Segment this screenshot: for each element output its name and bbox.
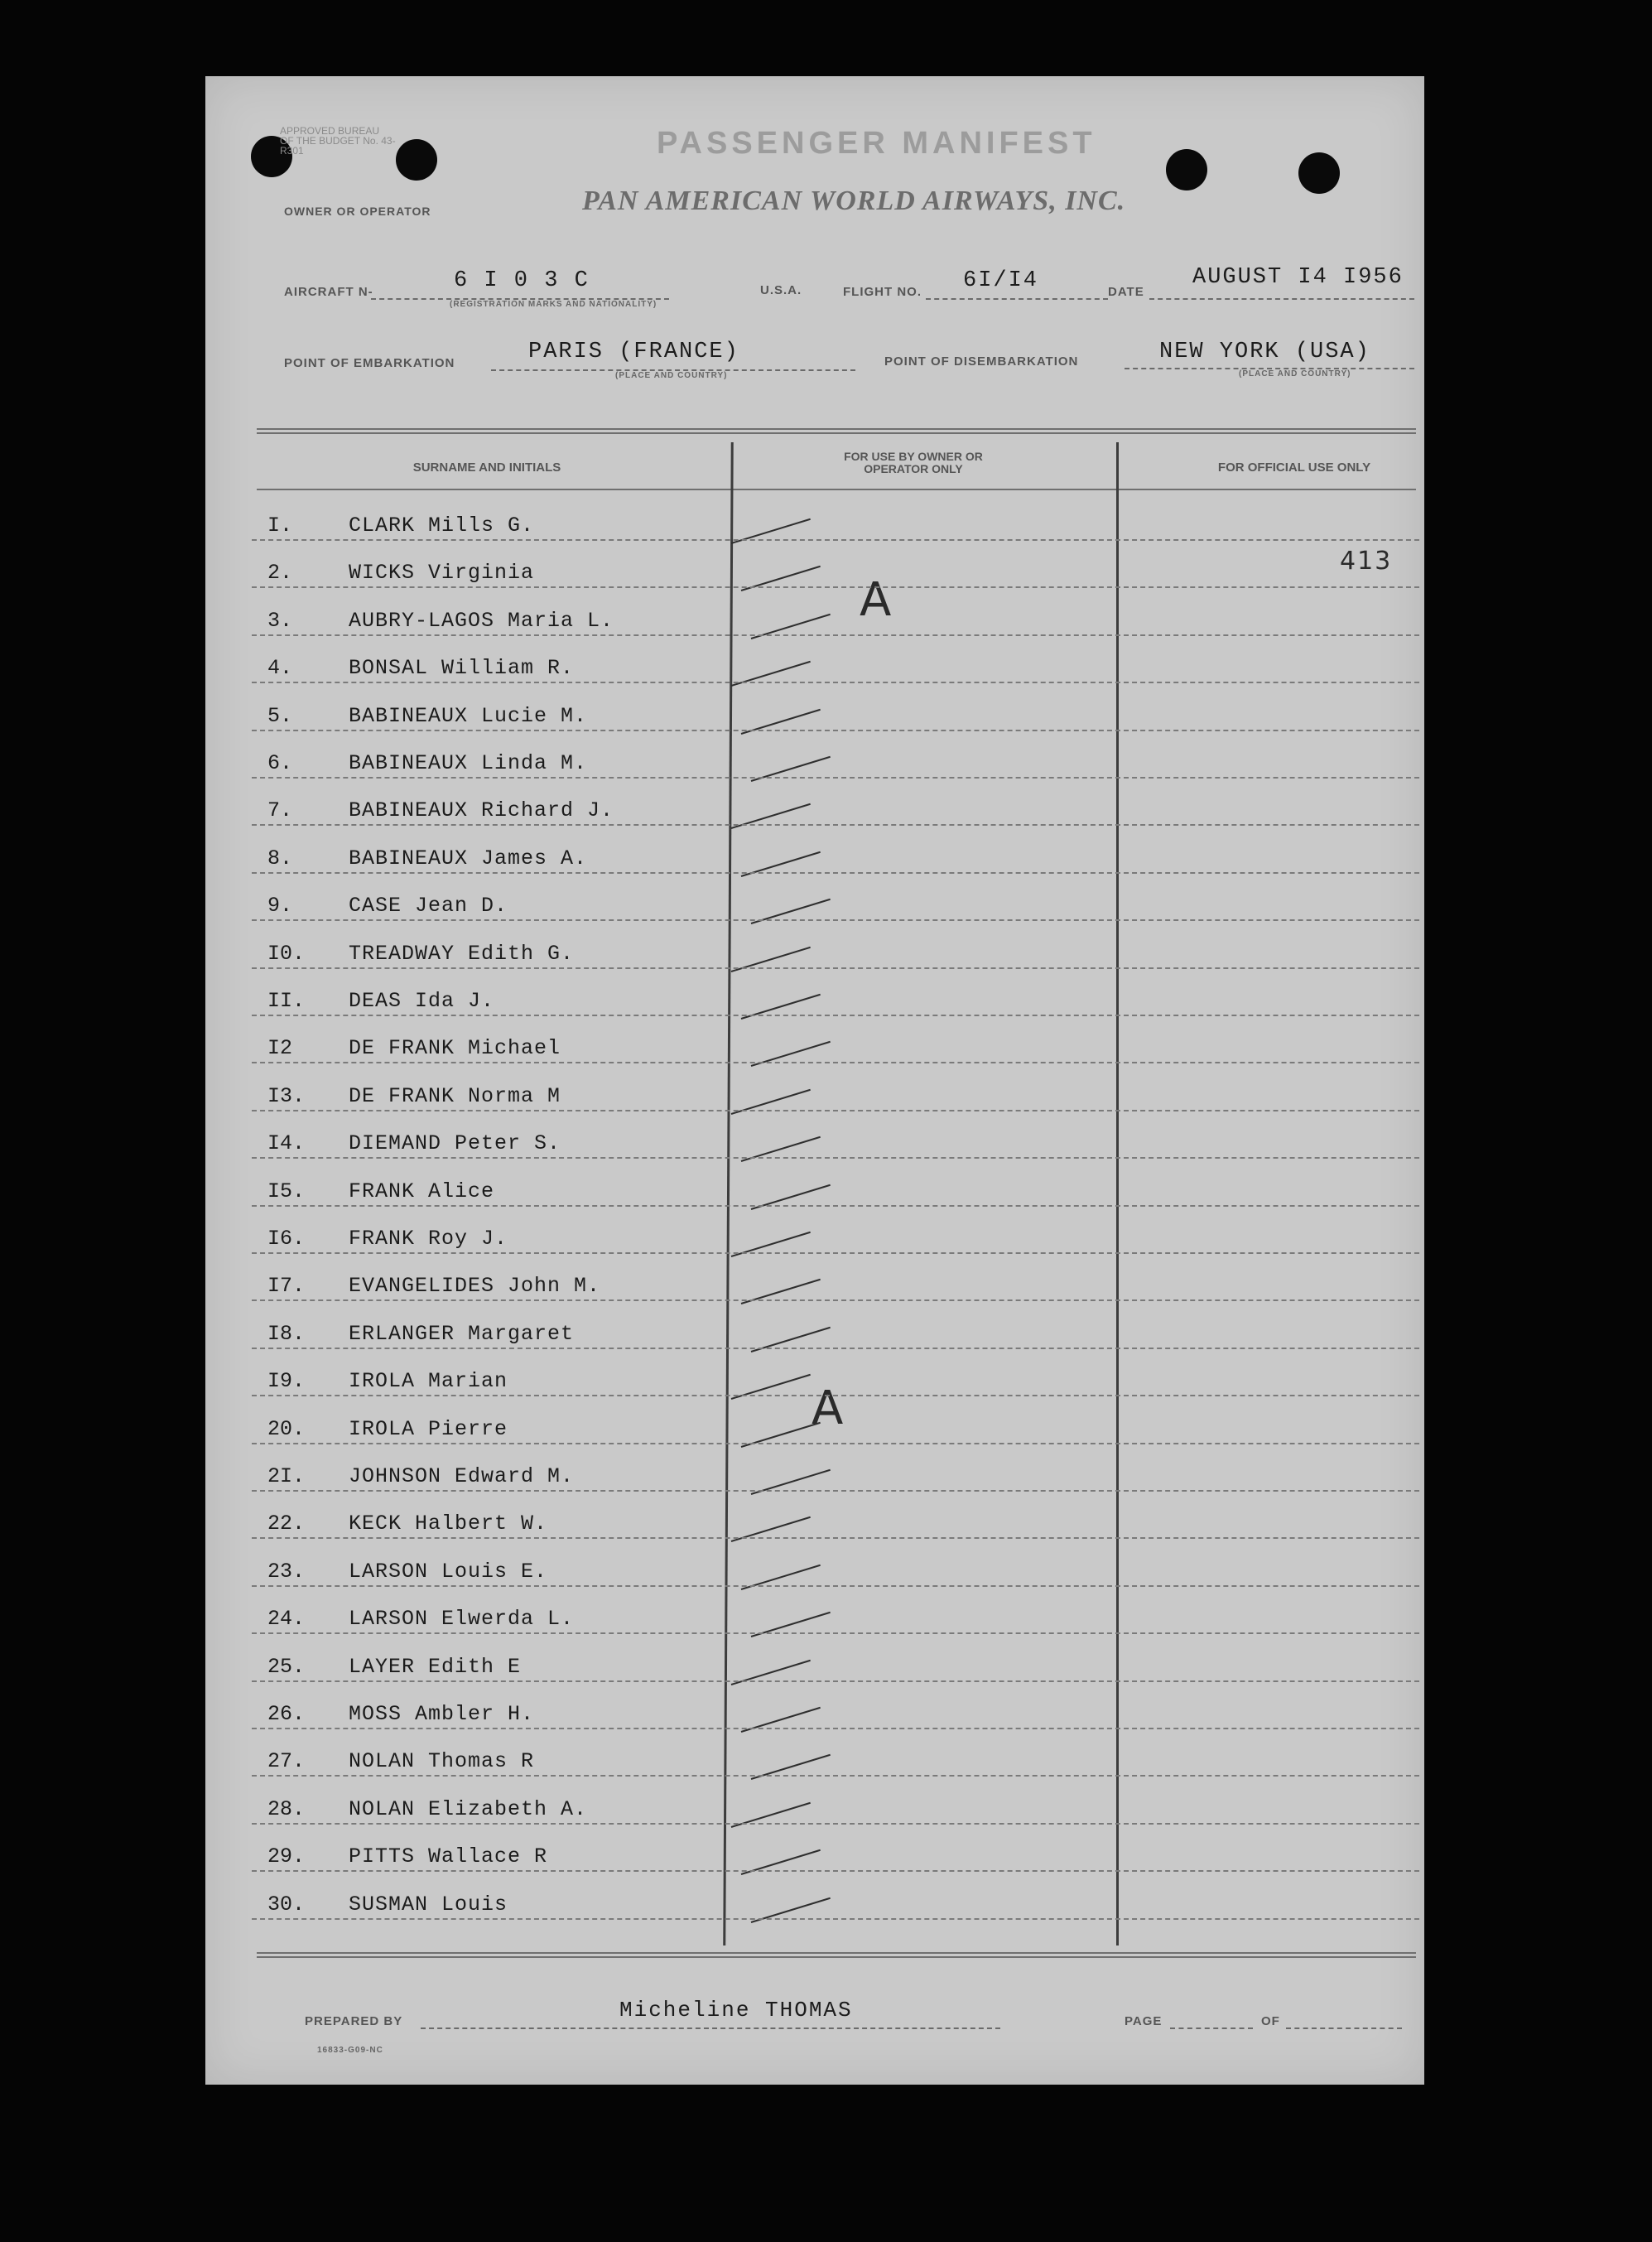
disembarkation-label: POINT OF DISEMBARKATION <box>884 354 1079 369</box>
row-rule <box>252 1157 1419 1159</box>
table-row <box>267 1255 1427 1301</box>
table-row <box>267 1303 1427 1349</box>
usa-label: U.S.A. <box>760 283 802 297</box>
passenger-name: NOLAN Thomas R <box>349 1749 535 1774</box>
passenger-name: DEAS Ida J. <box>349 989 495 1013</box>
row-number: 23. <box>267 1559 306 1584</box>
table-row <box>267 1683 1427 1729</box>
row-number: 30. <box>267 1892 306 1917</box>
row-number: 9. <box>267 894 293 918</box>
page-label: PAGE <box>1125 2014 1163 2028</box>
table-top-border-2 <box>257 432 1416 434</box>
passenger-name: ERLANGER Margaret <box>349 1321 575 1346</box>
passenger-name: FRANK Alice <box>349 1179 495 1203</box>
row-rule <box>252 1775 1419 1777</box>
surname-header: SURNAME AND INITIALS <box>412 460 561 475</box>
row-number: 28. <box>267 1796 306 1821</box>
passenger-name: KECK Halbert W. <box>349 1512 548 1536</box>
row-number: 7. <box>267 798 293 823</box>
of-underline <box>1286 2027 1402 2029</box>
passenger-name: CLARK Mills G. <box>349 513 535 538</box>
handwritten-mark-row-3: A <box>860 573 892 627</box>
passenger-name: DE FRANK Michael <box>349 1036 561 1061</box>
official-number: 413 <box>1340 547 1393 576</box>
prepared-label: PREPARED BY <box>305 2014 403 2028</box>
passenger-name: BABINEAUX Lucie M. <box>349 703 588 728</box>
table-row <box>267 542 1427 588</box>
row-rule <box>252 730 1419 731</box>
row-rule <box>252 919 1419 921</box>
row-number: 27. <box>267 1749 306 1774</box>
passenger-name: DIEMAND Peter S. <box>349 1131 561 1156</box>
row-number: II. <box>267 989 306 1013</box>
passenger-name: SUSMAN Louis <box>349 1892 508 1917</box>
row-number: I. <box>267 513 293 538</box>
aircraft-label: AIRCRAFT N- <box>284 285 373 299</box>
airline-name: PAN AMERICAN WORLD AIRWAYS, INC. <box>582 186 1126 216</box>
row-rule <box>252 1205 1419 1207</box>
embarkation-label: POINT OF EMBARKATION <box>284 356 455 370</box>
passenger-name: LAYER Edith E <box>349 1654 522 1679</box>
punch-hole <box>1166 149 1207 190</box>
table-row <box>267 1730 1427 1777</box>
flight-underline <box>926 298 1108 300</box>
owner-use-header: FOR USE BY OWNER OR OPERATOR ONLY <box>844 450 983 475</box>
passenger-name: AUBRY-LAGOS Maria L. <box>349 608 614 633</box>
table-row <box>267 685 1427 731</box>
flight-label: FLIGHT NO. <box>843 285 922 299</box>
table-row <box>267 1825 1427 1872</box>
table-row <box>267 1873 1427 1920</box>
approved-stamp: APPROVED BUREAU OF THE BUDGET No. 43-R301 <box>280 125 396 157</box>
row-rule <box>252 1585 1419 1587</box>
row-rule <box>252 872 1419 874</box>
row-number: I5. <box>267 1179 306 1203</box>
passenger-name: LARSON Elwerda L. <box>349 1607 575 1632</box>
passenger-name: TREADWAY Edith G. <box>349 941 575 966</box>
header-divider <box>257 489 1416 490</box>
table-row <box>267 970 1427 1016</box>
passenger-name: DE FRANK Norma M <box>349 1083 561 1108</box>
row-rule <box>252 1015 1419 1016</box>
row-rule <box>252 1395 1419 1396</box>
of-label: OF <box>1261 2014 1280 2028</box>
table-row <box>267 827 1427 874</box>
row-number: 20. <box>267 1416 306 1441</box>
row-rule <box>252 777 1419 779</box>
table-row <box>267 1778 1427 1825</box>
form-code: 16833-G09-NC <box>317 2046 383 2055</box>
row-rule <box>252 634 1419 636</box>
passenger-name: FRANK Roy J. <box>349 1227 508 1251</box>
punch-hole <box>1298 152 1340 194</box>
table-row <box>267 1540 1427 1587</box>
official-use-header: FOR OFFICIAL USE ONLY <box>1217 460 1371 475</box>
passenger-name: BABINEAUX James A. <box>349 846 588 870</box>
table-row <box>267 923 1427 969</box>
table-row <box>267 779 1427 826</box>
prepared-value: Micheline THOMAS <box>619 1998 853 2023</box>
passenger-name: IROLA Marian <box>349 1369 508 1394</box>
registration-caption: (REGISTRATION MARKS AND NATIONALITY) <box>450 300 657 309</box>
table-row <box>267 1160 1427 1207</box>
punch-hole <box>396 139 437 181</box>
row-number: 26. <box>267 1702 306 1726</box>
passenger-name: IROLA Pierre <box>349 1416 508 1441</box>
embarkation-caption: (PLACE AND COUNTRY) <box>615 371 728 380</box>
table-row <box>267 590 1427 636</box>
page-underline <box>1170 2027 1253 2029</box>
row-number: 6. <box>267 751 293 775</box>
passenger-name: WICKS Virginia <box>349 561 535 586</box>
row-number: 29. <box>267 1844 306 1869</box>
date-label: DATE <box>1108 285 1144 299</box>
row-number: 3. <box>267 608 293 633</box>
table-row <box>267 1445 1427 1492</box>
row-number: I0. <box>267 941 306 966</box>
passenger-name: NOLAN Elizabeth A. <box>349 1796 588 1821</box>
row-rule <box>252 1348 1419 1349</box>
row-rule <box>252 1062 1419 1063</box>
table-row <box>267 494 1427 541</box>
row-rule <box>252 586 1419 588</box>
row-number: 4. <box>267 656 293 681</box>
disembarkation-value: NEW YORK (USA) <box>1159 340 1370 364</box>
row-rule <box>252 1299 1419 1301</box>
row-number: 2I. <box>267 1464 306 1488</box>
table-row <box>267 637 1427 683</box>
row-number: I6. <box>267 1227 306 1251</box>
row-number: 25. <box>267 1654 306 1679</box>
row-number: I4. <box>267 1131 306 1156</box>
row-number: I3. <box>267 1083 306 1108</box>
handwritten-mark-row-20: A <box>812 1381 844 1435</box>
date-value: AUGUST I4 I956 <box>1192 265 1404 290</box>
row-rule <box>252 1823 1419 1825</box>
table-top-border <box>257 428 1416 430</box>
row-rule <box>252 682 1419 683</box>
table-row <box>267 1398 1427 1444</box>
passenger-name: EVANGELIDES John M. <box>349 1274 601 1299</box>
row-rule <box>252 824 1419 826</box>
passenger-name: MOSS Ambler H. <box>349 1702 535 1726</box>
table-row <box>267 1208 1427 1254</box>
row-number: 5. <box>267 703 293 728</box>
flight-value: 6I/I4 <box>963 268 1039 293</box>
form-title: PASSENGER MANIFEST <box>657 126 1096 161</box>
row-number: I7. <box>267 1274 306 1299</box>
row-rule <box>252 539 1419 541</box>
prepared-underline <box>421 2027 1000 2029</box>
row-rule <box>252 1632 1419 1634</box>
passenger-name: BABINEAUX Linda M. <box>349 751 588 775</box>
table-row <box>267 1588 1427 1634</box>
row-rule <box>252 1918 1419 1920</box>
row-rule <box>252 1110 1419 1111</box>
row-rule <box>252 967 1419 969</box>
row-number: 24. <box>267 1607 306 1632</box>
row-number: I9. <box>267 1369 306 1394</box>
passenger-name: BABINEAUX Richard J. <box>349 798 614 823</box>
table-row <box>267 732 1427 779</box>
table-row <box>267 1065 1427 1111</box>
table-row <box>267 1350 1427 1396</box>
table-row <box>267 1492 1427 1539</box>
row-rule <box>252 1252 1419 1254</box>
table-bottom-border <box>257 1952 1416 1954</box>
row-rule <box>252 1490 1419 1492</box>
passenger-name: JOHNSON Edward M. <box>349 1464 575 1488</box>
row-number: I2 <box>267 1036 293 1061</box>
date-underline <box>1149 298 1414 300</box>
table-bottom-border-2 <box>257 1956 1416 1958</box>
row-number: 8. <box>267 846 293 870</box>
table-row <box>267 1636 1427 1682</box>
table-row <box>267 1112 1427 1159</box>
row-rule <box>252 1443 1419 1444</box>
row-rule <box>252 1870 1419 1872</box>
aircraft-value: 6 I 0 3 C <box>454 268 590 293</box>
disembarkation-caption: (PLACE AND COUNTRY) <box>1239 369 1351 378</box>
table-row <box>267 1017 1427 1063</box>
row-number: I8. <box>267 1321 306 1346</box>
row-number: 2. <box>267 561 293 586</box>
manifest-sheet <box>205 76 1424 2085</box>
embarkation-value: PARIS (FRANCE) <box>528 340 739 364</box>
row-rule <box>252 1680 1419 1682</box>
passenger-name: CASE Jean D. <box>349 894 508 918</box>
passenger-name: LARSON Louis E. <box>349 1559 548 1584</box>
row-number: 22. <box>267 1512 306 1536</box>
row-rule <box>252 1537 1419 1539</box>
table-row <box>267 875 1427 921</box>
row-rule <box>252 1728 1419 1729</box>
passenger-name: BONSAL William R. <box>349 656 575 681</box>
owner-label: OWNER OR OPERATOR <box>284 205 431 218</box>
passenger-name: PITTS Wallace R <box>349 1844 548 1869</box>
